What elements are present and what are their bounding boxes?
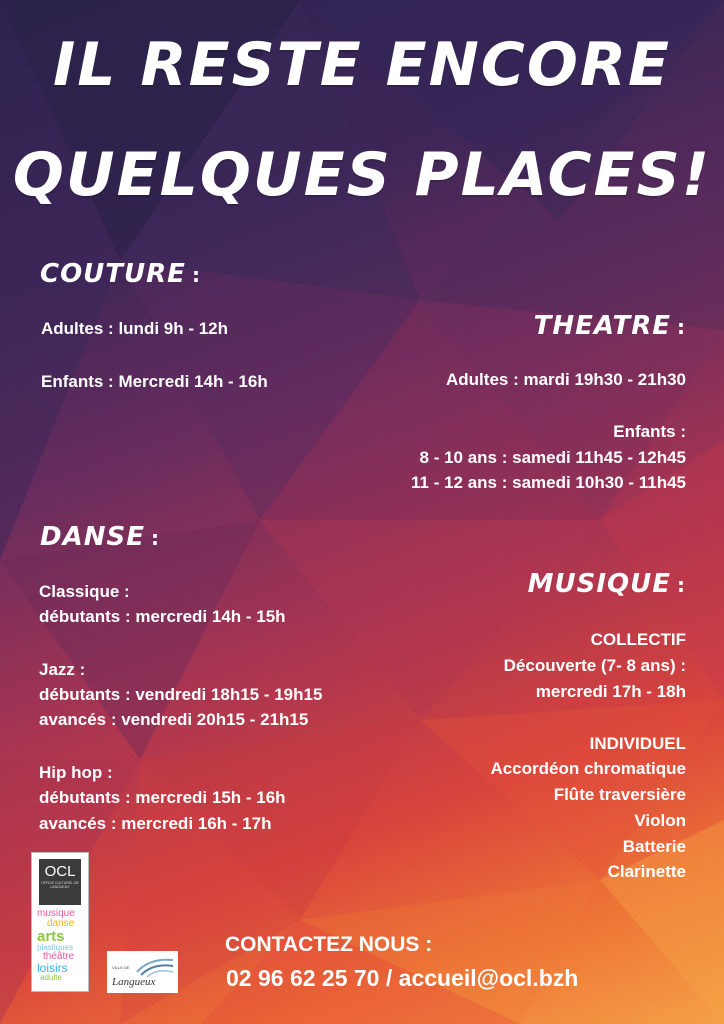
ocl-word-adulte: adulte [40,973,62,982]
danse-line-hiphop: Hip hop : [39,763,113,782]
musique-line-clarinette: Clarinette [607,862,686,881]
danse-line-classique-debutants: débutants : mercredi 14h - 15h [39,607,286,626]
danse-line-hiphop-debutants: débutants : mercredi 15h - 16h [39,788,286,807]
ocl-word-plastiques: plastiques [37,943,74,952]
danse-line-jazz-debutants: débutants : vendredi 18h15 - 19h15 [39,685,323,704]
ville-prefix: VILLE DE [112,965,130,970]
ocl-word-theatre: théâtre [43,951,75,962]
danse-title: DANSE [40,522,145,552]
musique-line-mercredi: mercredi 17h - 18h [535,682,686,701]
section-title-danse [40,524,160,550]
musique-line-violon: Violon [634,811,686,830]
headline-line-1: IL RESTE ENCORE [52,30,672,100]
musique-line-collectif: COLLECTIF [590,630,686,649]
danse-line-jazz: Jazz : [39,660,86,679]
couture-line-enfants: Enfants : Mercredi 14h - 16h [41,372,268,391]
ville-langueux-logo [107,951,178,993]
theatre-colon: : [677,315,686,339]
couture-line-adultes: Adultes : lundi 9h - 12h [41,319,229,338]
ocl-word-musique: musique [37,908,75,919]
musique-line-individuel: INDIVIDUEL [589,734,686,753]
danse-line-jazz-avances: avancés : vendredi 20h15 - 21h15 [39,710,309,729]
headline-line-2: QUELQUES PLACES! [12,140,712,210]
section-title-musique [528,571,686,597]
section-title-theatre [534,313,686,339]
ville-name: Langueux [112,976,156,988]
couture-colon: : [191,263,201,287]
ocl-disciplines [37,909,75,982]
danse-line-hiphop-avances: avancés : mercredi 16h - 17h [39,814,272,833]
theatre-title: THEATRE [533,311,671,341]
contact-phone-email[interactable]: 02 96 62 25 70 / accueil@ocl.bzh [226,965,579,991]
musique-line-accordeon: Accordéon chromatique [490,759,686,778]
ocl-word-danse: danse [47,918,75,929]
danse-colon: : [150,526,160,550]
theatre-line-adultes: Adultes : mardi 19h30 - 21h30 [446,370,686,389]
musique-line-decouverte: Découverte (7- 8 ans) : [503,656,686,675]
couture-title: COUTURE [40,259,186,289]
theatre-line-enfants: Enfants : [613,422,686,441]
theatre-line-11-12: 11 - 12 ans : samedi 10h30 - 11h45 [411,473,686,492]
musique-line-flute: Flûte traversière [553,785,686,804]
theatre-line-8-10: 8 - 10 ans : samedi 11h45 - 12h45 [419,448,686,467]
ocl-word-arts: arts [37,928,65,945]
contact-title: CONTACTEZ NOUS : [225,933,433,956]
ocl-initials: OCL [44,863,76,880]
wave-logo-icon [135,954,175,978]
musique-title: MUSIQUE [527,569,671,599]
ocl-subtitle: OFFICE CULTUREL DE LANGUEUX [41,881,79,889]
section-title-couture [40,261,201,287]
ocl-logo [31,852,89,992]
ocl-word-loisirs: loisirs [37,961,68,975]
musique-line-batterie: Batterie [622,837,686,856]
ocl-logo-mark [39,859,81,905]
danse-line-classique: Classique : [39,582,130,601]
musique-colon: : [677,573,686,597]
